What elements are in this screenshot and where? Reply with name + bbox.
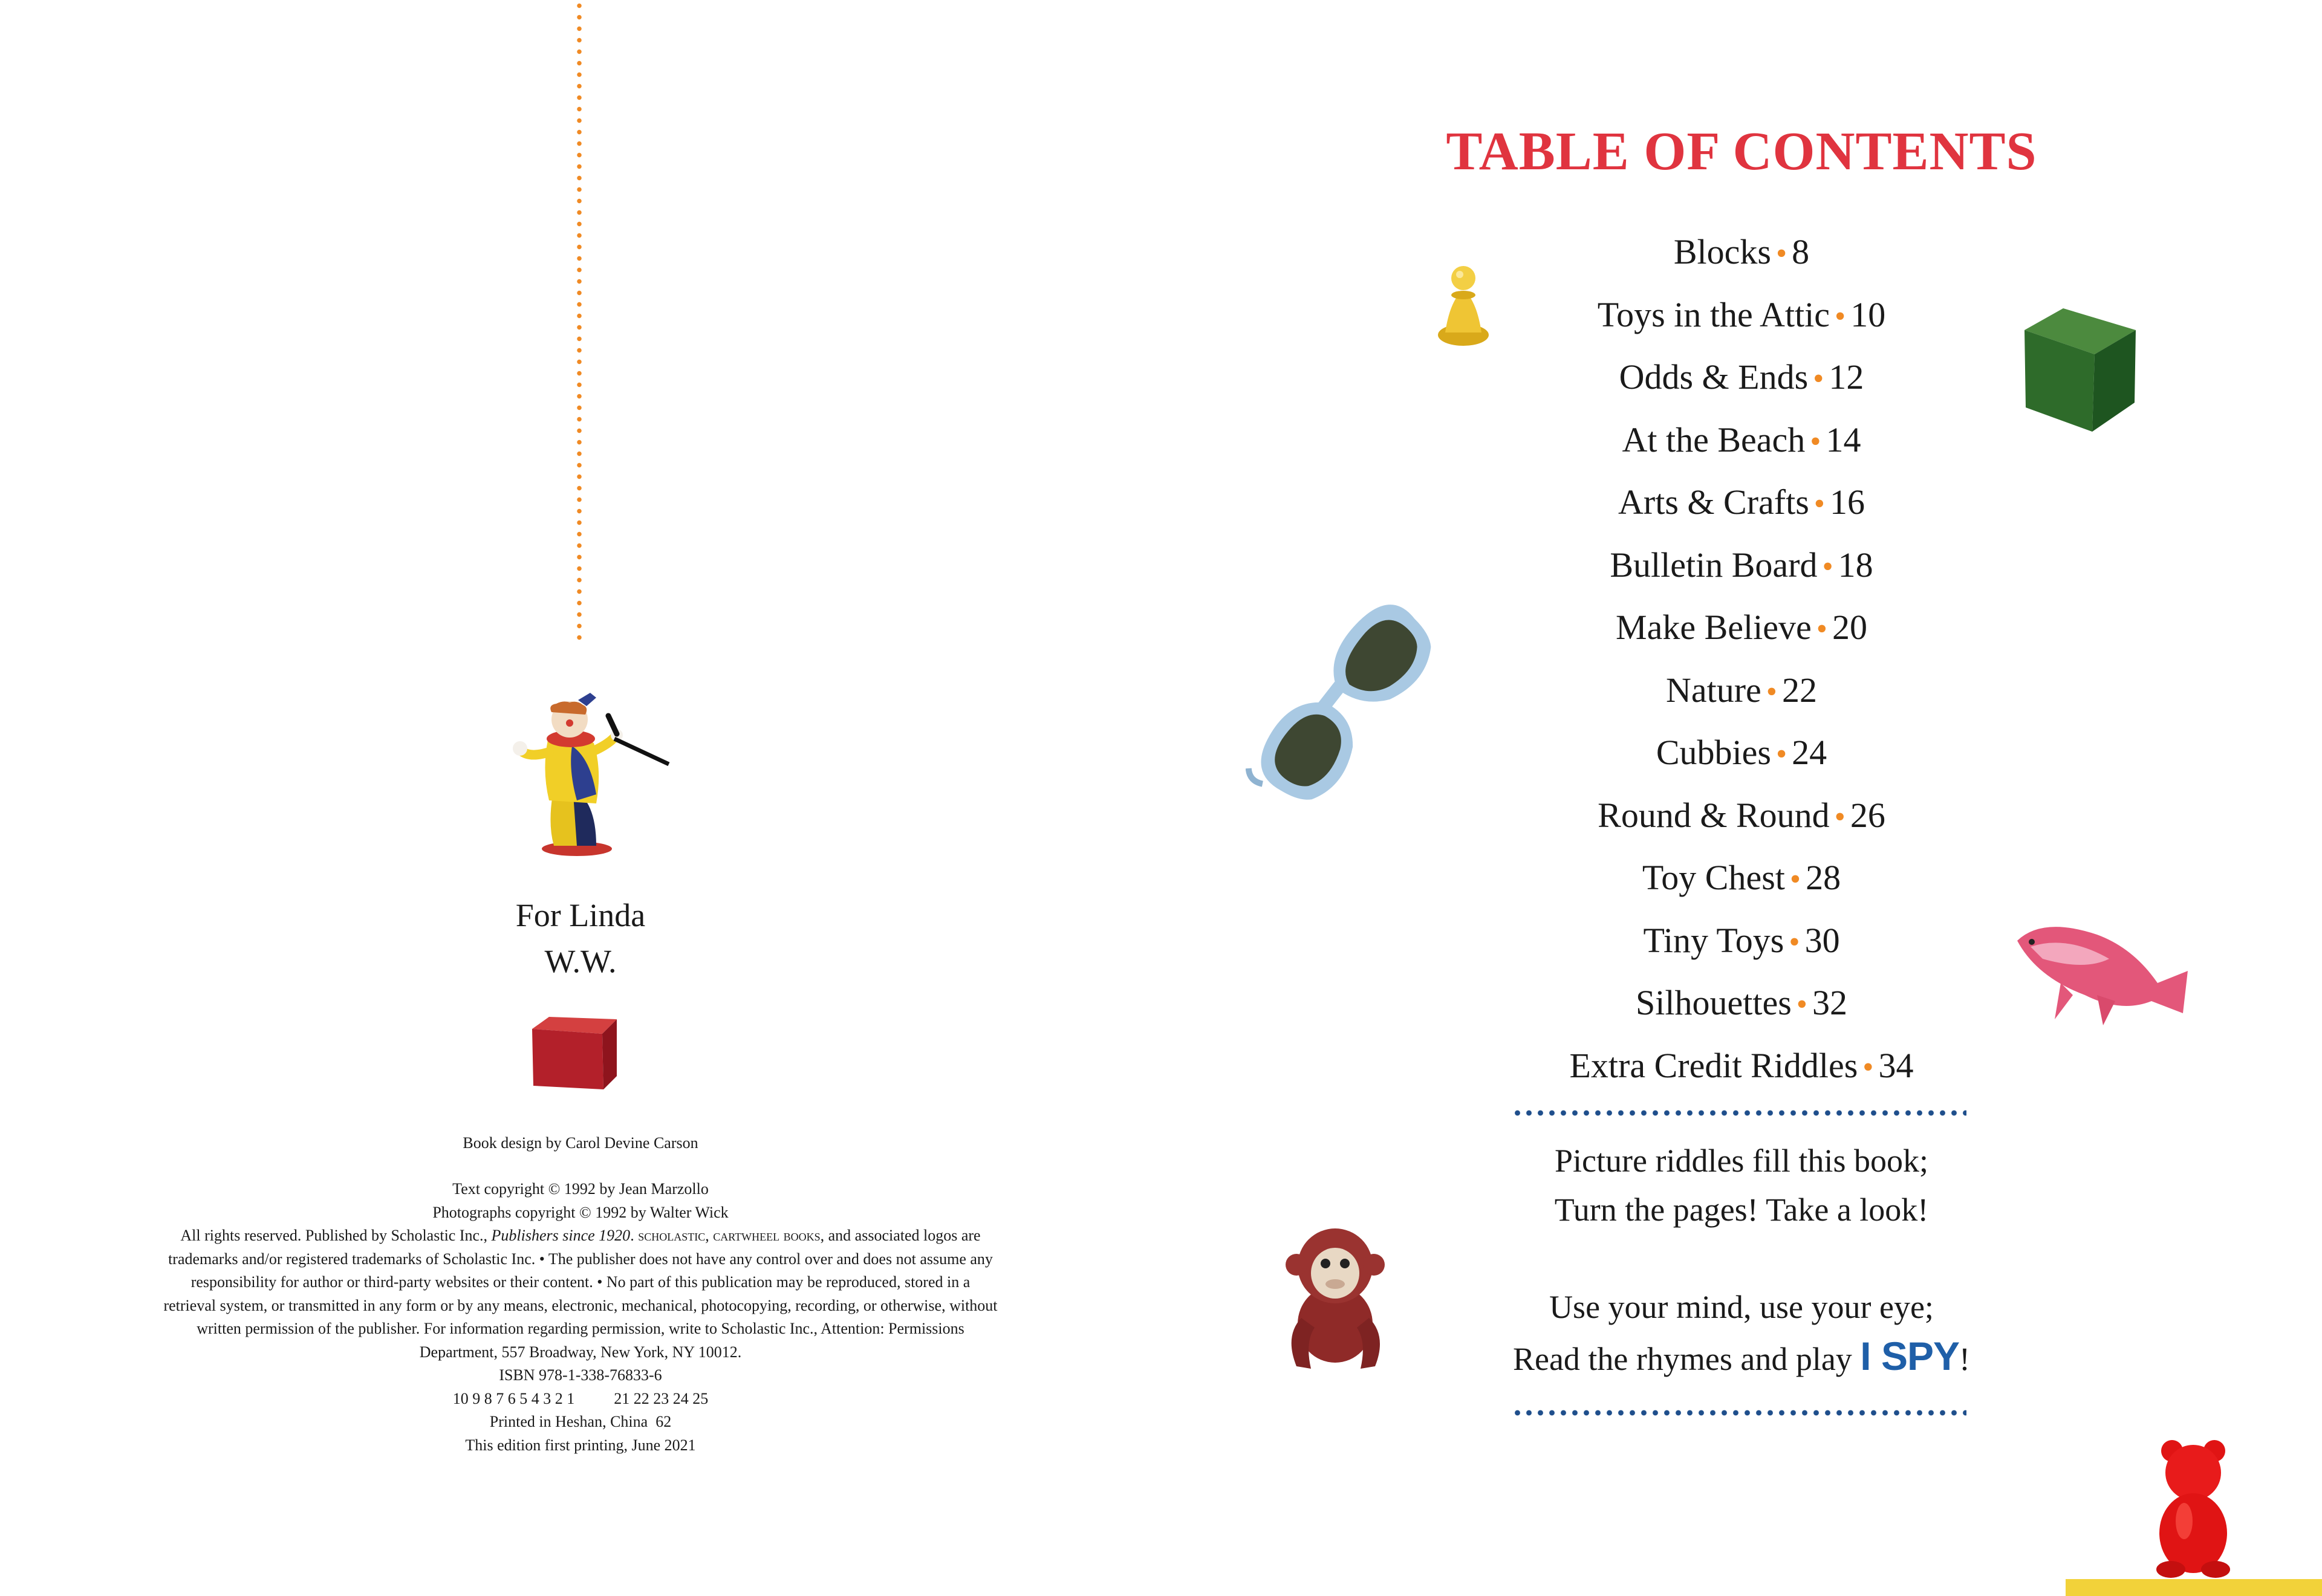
bullet-separator: • — [1813, 362, 1824, 396]
toc-entry-title: Toy Chest — [1642, 858, 1785, 897]
toc-entry[interactable] — [1439, 659, 2044, 722]
toc-entry-page: 34 — [1878, 1045, 1914, 1085]
red-block-icon — [528, 1013, 619, 1092]
toc-entry[interactable] — [1439, 471, 2044, 534]
toc-entry-page: 10 — [1850, 294, 1886, 334]
toc-entry-page: 32 — [1812, 983, 1847, 1022]
bullet-separator: • — [1822, 549, 1833, 584]
toc-entry-page: 12 — [1829, 357, 1864, 397]
rhyme-line: Use your mind, use your eye; — [1549, 1289, 1934, 1325]
toc-entry-title: At the Beach — [1622, 420, 1806, 459]
rhyme-stanza-2 — [1439, 1283, 2044, 1384]
toc-entry[interactable] — [1439, 409, 2044, 472]
toc-entry-title: Nature — [1665, 670, 1761, 710]
green-block-icon — [2020, 306, 2138, 434]
fish-figure-icon — [2006, 910, 2200, 1031]
bullet-separator: • — [1816, 612, 1827, 646]
bullet-separator: • — [1862, 1049, 1874, 1085]
toc-entry-page: 30 — [1804, 920, 1840, 960]
toc-entry[interactable] — [1439, 846, 2044, 909]
photo-copyright: Photographs copyright © 1992 by Walter Wick — [432, 1203, 729, 1221]
toc-entry-title: Tiny Toys — [1643, 920, 1784, 960]
orange-dotted-line — [577, 0, 582, 641]
toc-entry-page: 8 — [1792, 232, 1810, 271]
i-spy-logo: I SPY — [1860, 1334, 1960, 1378]
toc-entry-title: Extra Credit Riddles — [1569, 1045, 1858, 1085]
bullet-separator: • — [1834, 299, 1846, 334]
clown-figure-icon — [506, 680, 675, 861]
rights-statement: All rights reserved. Published by Scholastic Inc., Publishers since 1920. scholastic, cartwheel books, and associated logos are trademarks and/or registered trademarks of Scholastic Inc. • The publisher does not have any control over and does not assume any responsibility for author or third-party websites or their content. • No part of this publication may be reproduced, stored in a retrieval system, or transmitted in any form or by any means, electronic, mechanical, photocopying, recording, or otherwise, without written permission of the publisher. For information regarding permission, write to Scholastic Inc., Attention: Permissions Department, 557 Broadway, New York, NY 10012. — [163, 1227, 998, 1361]
bullet-separator: • — [1775, 737, 1787, 771]
bullet-separator: • — [1789, 862, 1801, 897]
rhyme-line: Turn the pages! Take a look! — [1554, 1192, 1929, 1228]
page-title: TABLE OF CONTENTS — [1446, 122, 2037, 181]
toc-entry[interactable] — [1439, 972, 2044, 1034]
blue-dotted-divider — [1512, 1110, 1966, 1116]
toc-entry-title: Round & Round — [1598, 795, 1830, 835]
book-design-credit: Book design by Carol Devine Carson — [463, 1134, 698, 1152]
toc-entry-title: Silhouettes — [1636, 983, 1792, 1022]
toc-entry-title: Make Believe — [1616, 608, 1812, 647]
bullet-separator: • — [1813, 487, 1825, 521]
dedication-initials: W.W. — [544, 943, 617, 979]
yellow-pawn-icon — [1433, 260, 1494, 348]
toc-entry-title: Bulletin Board — [1610, 545, 1818, 585]
monkey-figure-icon — [1278, 1221, 1393, 1376]
yellow-ledge — [2066, 1579, 2322, 1596]
rhyme-line: Picture riddles fill this book; — [1555, 1143, 1928, 1179]
toc-entry[interactable] — [1439, 721, 2044, 784]
printing-line: 10 9 8 7 6 5 4 3 2 1 21 22 23 24 25 — [452, 1389, 709, 1407]
bullet-separator: • — [1810, 424, 1821, 459]
edition-note: This edition first printing, June 2021 — [465, 1436, 696, 1454]
blue-dotted-divider — [1512, 1410, 1966, 1416]
bullet-separator: • — [1766, 674, 1778, 709]
gummy-bear-icon — [2154, 1436, 2233, 1581]
toc-entry[interactable] — [1439, 221, 2044, 284]
toc-entry-title: Toys in the Attic — [1597, 294, 1830, 334]
toc-entry[interactable] — [1439, 284, 2044, 346]
toc-entry-page: 24 — [1792, 733, 1827, 772]
toc-entry[interactable] — [1439, 534, 2044, 597]
copyright-block — [163, 1178, 998, 1457]
toc-entry-page: 22 — [1782, 670, 1818, 710]
dedication-line: For Linda — [515, 897, 646, 933]
toc-entry-page: 14 — [1826, 420, 1861, 459]
toc-entry-title: Arts & Crafts — [1618, 482, 1809, 522]
bullet-separator: • — [1796, 987, 1807, 1022]
isbn: ISBN 978-1-338-76833-6 — [499, 1366, 662, 1384]
toc-entry-title: Odds & Ends — [1619, 357, 1809, 397]
toc-entry-title: Blocks — [1673, 232, 1771, 271]
bullet-separator: • — [1775, 236, 1787, 271]
toc-entry-title: Cubbies — [1656, 733, 1771, 772]
toc-entry-page: 18 — [1838, 545, 1873, 585]
bullet-separator: • — [1834, 799, 1846, 834]
toc-entry-page: 16 — [1829, 482, 1865, 522]
toc-entry[interactable] — [1439, 596, 2044, 659]
sunglasses-icon — [1246, 574, 1488, 864]
toc-entry[interactable] — [1439, 784, 2044, 847]
rhyme-line: Read the rhymes and play I SPY! — [1512, 1334, 1971, 1378]
toc-entry[interactable] — [1439, 346, 2044, 409]
toc-entry[interactable] — [1439, 909, 2044, 972]
toc-entry[interactable] — [1439, 1034, 2044, 1097]
toc-entry-page: 20 — [1832, 608, 1867, 647]
rhyme-stanza-1 — [1439, 1137, 2044, 1234]
bullet-separator: • — [1789, 924, 1800, 959]
toc-entry-page: 26 — [1850, 795, 1885, 835]
toc-list — [1439, 221, 2044, 1097]
text-copyright: Text copyright © 1992 by Jean Marzollo — [452, 1180, 709, 1198]
toc-entry-page: 28 — [1806, 858, 1841, 897]
printed-in: Printed in Heshan, China 62 — [489, 1413, 672, 1430]
